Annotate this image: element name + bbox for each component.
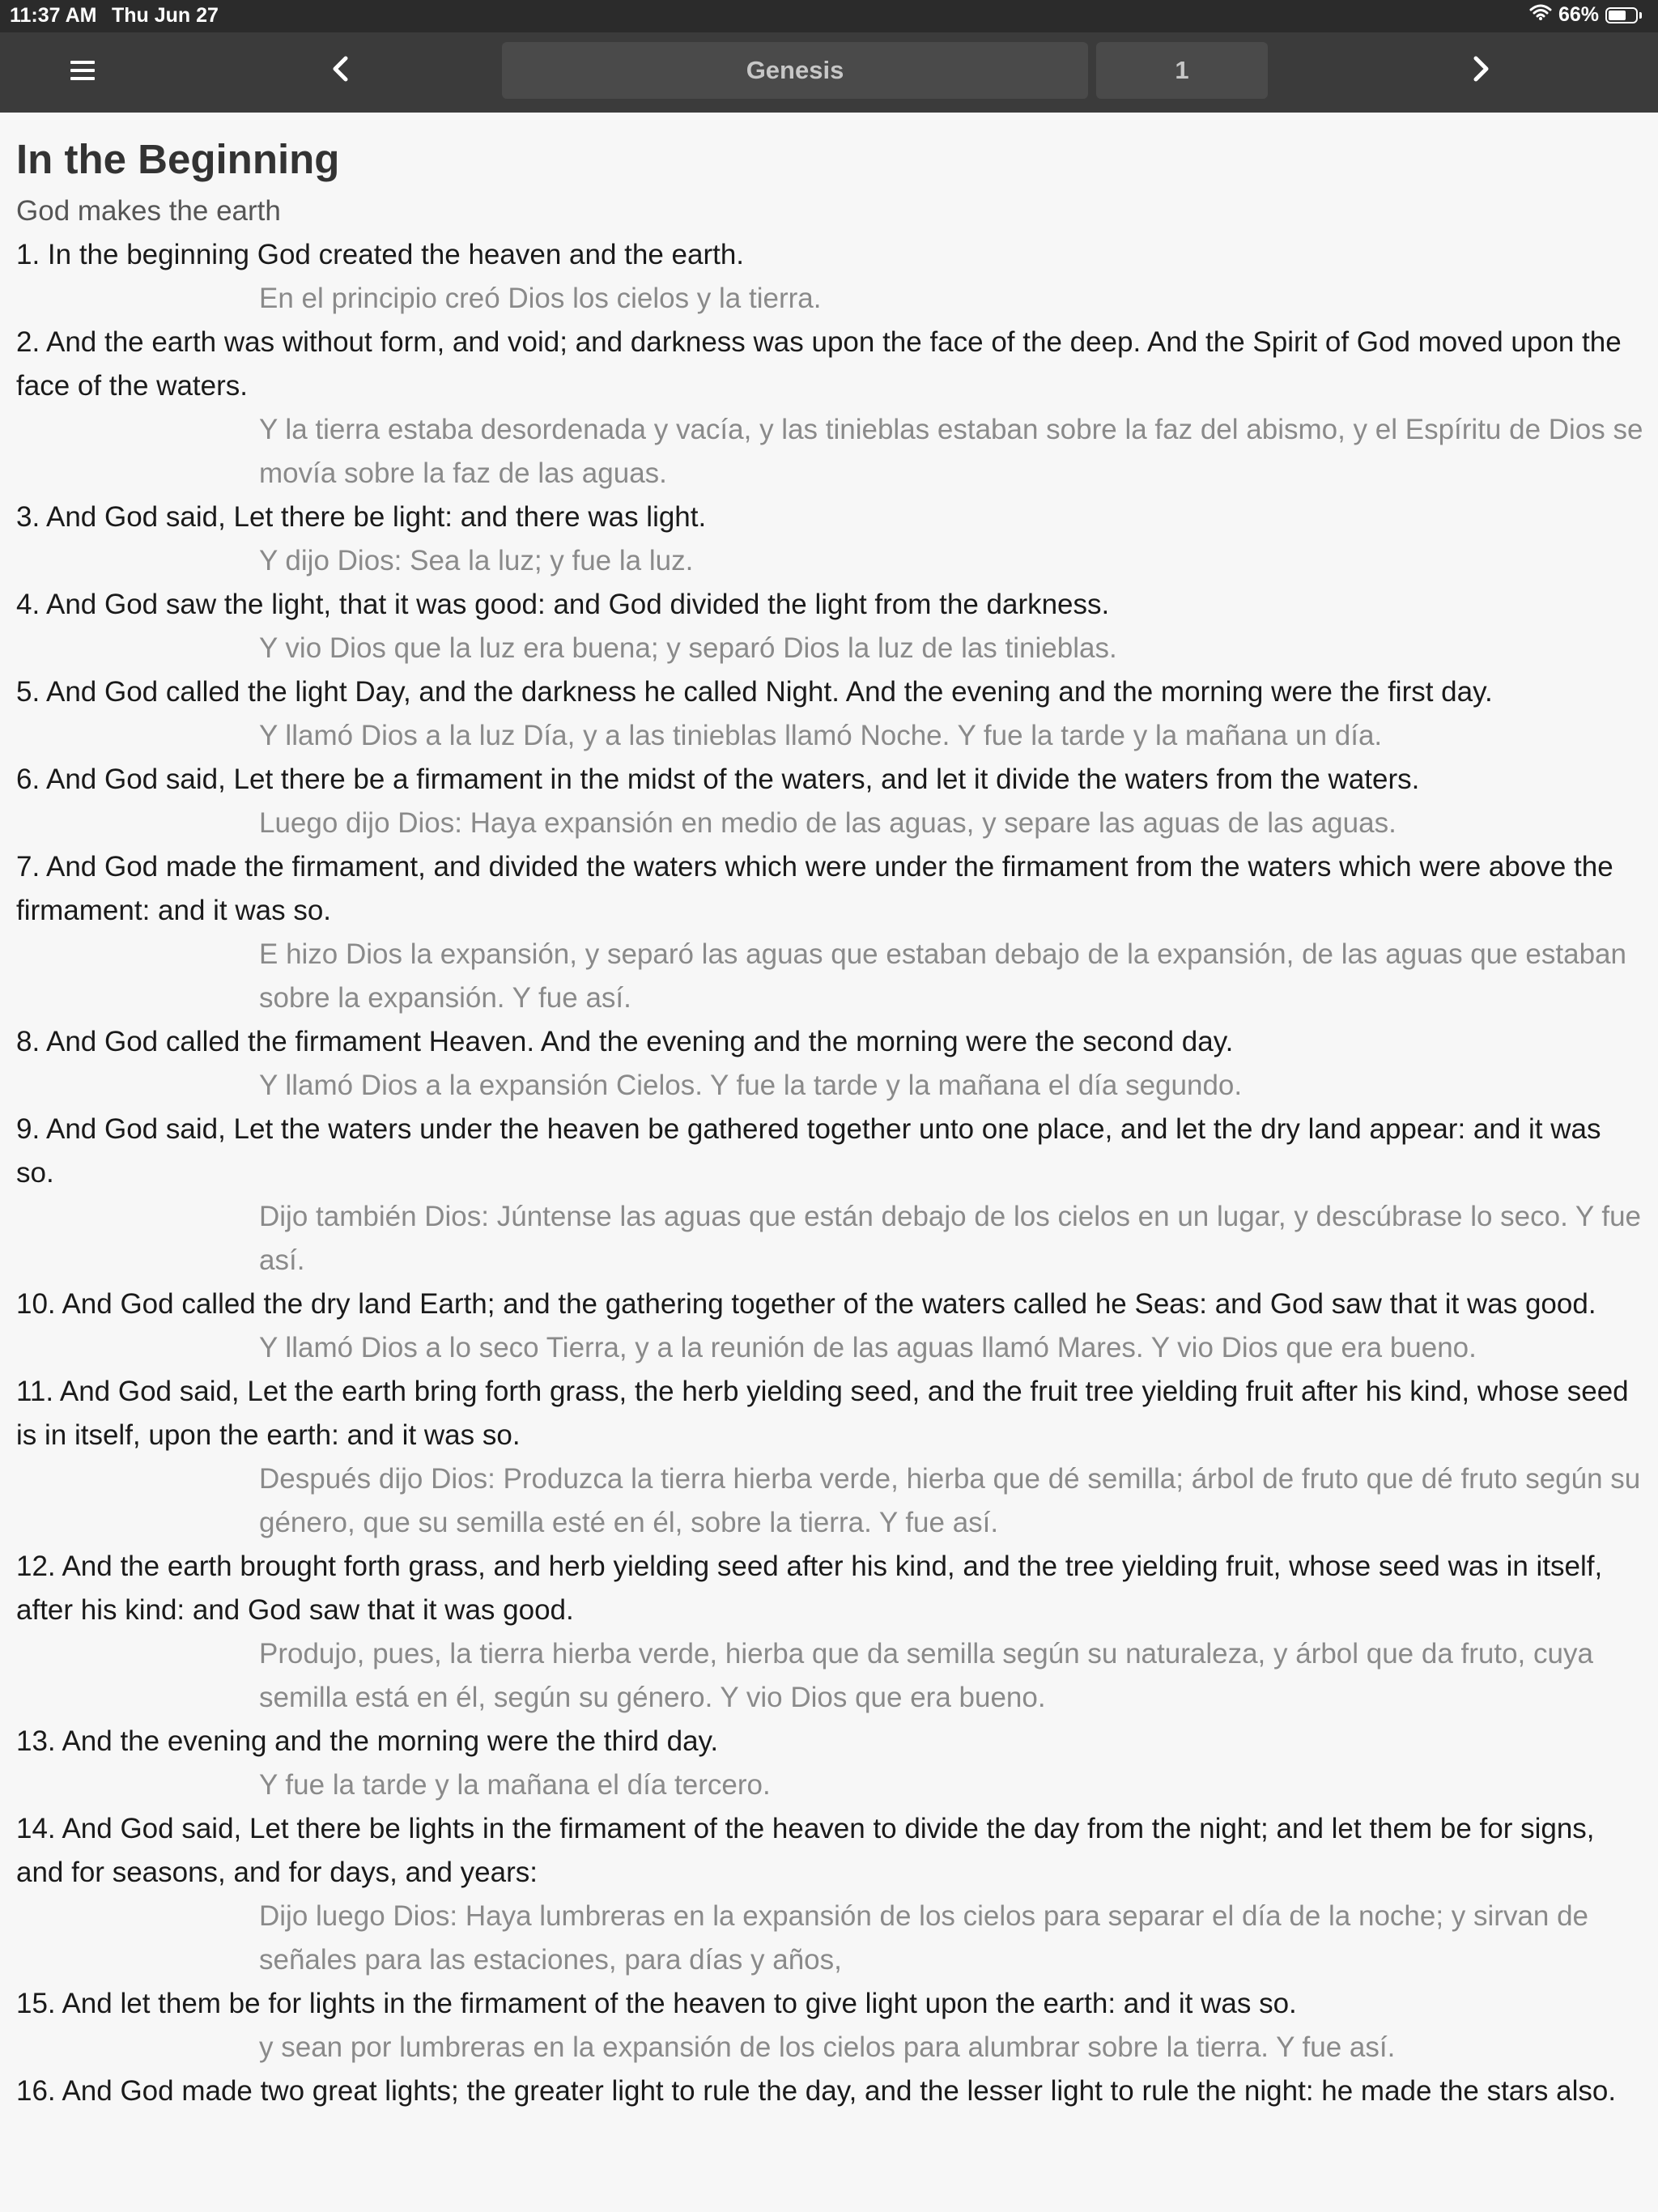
verse-block[interactable] bbox=[16, 758, 1643, 845]
verse-block[interactable] bbox=[16, 1982, 1643, 2069]
chevron-right-icon bbox=[1472, 55, 1491, 87]
hamburger-icon bbox=[70, 60, 95, 85]
next-chapter-button[interactable] bbox=[1457, 49, 1506, 92]
verse-translation: Y la tierra estaba desordenada y vacía, y las tinieblas estaban sobre la faz del abismo, y el Espíritu de Dios se movía sobre la faz de las aguas. bbox=[259, 414, 1643, 489]
verse-text: 14. And God said, Let there be lights in the firmament of the heaven to divide the day from the night; and let them be for signs, and for seasons, and for days, and years: bbox=[16, 1813, 1595, 1888]
verse-block[interactable] bbox=[16, 496, 1643, 583]
verse-block[interactable] bbox=[16, 845, 1643, 1020]
verse-translation: Y llamó Dios a la expansión Cielos. Y fue la tarde y la mañana el día segundo. bbox=[259, 1070, 1243, 1101]
verse-block[interactable] bbox=[16, 1545, 1643, 1720]
verse-translation: Y vio Dios que la luz era buena; y separó Dios la luz de las tinieblas. bbox=[259, 632, 1117, 664]
verse-block[interactable] bbox=[16, 1720, 1643, 1807]
verse-text: 6. And God said, Let there be a firmament in the midst of the waters, and let it divide the waters from the waters. bbox=[16, 764, 1420, 795]
battery-icon bbox=[1605, 7, 1638, 23]
wifi-icon bbox=[1529, 3, 1552, 27]
chapter-subtitle: God makes the earth bbox=[16, 195, 281, 227]
verse-block[interactable] bbox=[16, 1370, 1643, 1545]
verse-text: 9. And God said, Let the waters under the heaven be gathered together unto one place, and let the dry land appear: and it was so. bbox=[16, 1113, 1601, 1189]
verse-translation: y sean por lumbreras en la expansión de los cielos para alumbrar sobre la tierra. Y fue así. bbox=[259, 2031, 1396, 2063]
verse-text: 8. And God called the firmament Heaven. And the evening and the morning were the second day. bbox=[16, 1026, 1234, 1057]
verse-text: 10. And God called the dry land Earth; and the gathering together of the waters called he Seas: and God saw that it was good. bbox=[16, 1288, 1596, 1320]
verse-translation: Y dijo Dios: Sea la luz; y fue la luz. bbox=[259, 545, 694, 576]
verse-list bbox=[16, 233, 1643, 2113]
chapter-selector-button[interactable]: 1 bbox=[1096, 42, 1268, 99]
book-selector-button[interactable]: Genesis bbox=[502, 42, 1088, 99]
verse-text: 7. And God made the firmament, and divided the waters which were under the firmament from the waters which were above the firmament: and it was so. bbox=[16, 851, 1613, 926]
verse-text: 12. And the earth brought forth grass, and herb yielding seed after his kind, and the tree yielding fruit, whose seed was in itself, after his kind: and God saw that it was good. bbox=[16, 1551, 1603, 1626]
verse-block[interactable] bbox=[16, 1807, 1643, 1982]
battery-fill bbox=[1609, 11, 1626, 20]
verse-translation: Y llamó Dios a lo seco Tierra, y a la reunión de las aguas llamó Mares. Y vio Dios que era bueno. bbox=[259, 1332, 1477, 1363]
verse-translation: Y fue la tarde y la mañana el día tercero. bbox=[259, 1769, 771, 1801]
verse-text: 3. And God said, Let there be light: and there was light. bbox=[16, 501, 707, 533]
status-date: Thu Jun 27 bbox=[112, 4, 219, 27]
status-time: 11:37 AM bbox=[10, 4, 97, 27]
verse-translation: En el principio creó Dios los cielos y la tierra. bbox=[259, 283, 822, 314]
verse-translation: Después dijo Dios: Produzca la tierra hierba verde, hierba que dé semilla; árbol de fruto que dé fruto según su género, que su semilla esté en él, sobre la tierra. Y fue así. bbox=[259, 1463, 1641, 1538]
status-indicators bbox=[1529, 3, 1642, 27]
verse-translation: Luego dijo Dios: Haya expansión en medio de las aguas, y separe las aguas de las aguas. bbox=[259, 807, 1397, 839]
verse-text: 1. In the beginning God created the heaven and the earth. bbox=[16, 239, 745, 270]
verse-block[interactable] bbox=[16, 2069, 1643, 2113]
verse-text: 16. And God made two great lights; the greater light to rule the day, and the lesser light to rule the night: he made the stars also. bbox=[16, 2075, 1617, 2107]
menu-button[interactable] bbox=[58, 52, 107, 92]
verse-translation: Dijo luego Dios: Haya lumbreras en la expansión de los cielos para separar el día de la noche; y sirvan de señales para las estaciones, para días y años, bbox=[259, 1900, 1589, 1976]
verse-block[interactable] bbox=[16, 583, 1643, 670]
navigation-bar bbox=[0, 32, 1658, 113]
verse-text: 11. And God said, Let the earth bring forth grass, the herb yielding seed, and the fruit tree yielding fruit after his kind, whose seed is in itself, upon the earth: and it was so. bbox=[16, 1376, 1629, 1451]
verse-block[interactable] bbox=[16, 321, 1643, 496]
verse-block[interactable] bbox=[16, 1020, 1643, 1108]
battery-percent: 66% bbox=[1558, 3, 1599, 26]
verse-translation: Dijo también Dios: Júntense las aguas que están debajo de los cielos en un lugar, y descúbrase lo seco. Y fue así. bbox=[259, 1201, 1642, 1276]
status-bar bbox=[0, 0, 1658, 32]
verse-translation: Produjo, pues, la tierra hierba verde, hierba que da semilla según su naturaleza, y árbol que da fruto, cuya semilla está en él, según su género. Y vio Dios que era bueno. bbox=[259, 1638, 1593, 1713]
verse-translation: E hizo Dios la expansión, y separó las aguas que estaban debajo de la expansión, de las aguas que estaban sobre la expansión. Y fue así. bbox=[259, 938, 1626, 1014]
verse-block[interactable] bbox=[16, 1108, 1643, 1283]
verse-text: 5. And God called the light Day, and the darkness he called Night. And the evening and the morning were the first day. bbox=[16, 676, 1493, 708]
verse-translation: Y llamó Dios a la luz Día, y a las tinieblas llamó Noche. Y fue la tarde y la mañana un día. bbox=[259, 720, 1383, 751]
chapter-content bbox=[16, 130, 1643, 2113]
verse-text: 13. And the evening and the morning were the third day. bbox=[16, 1725, 719, 1757]
verse-block[interactable] bbox=[16, 233, 1643, 321]
verse-text: 4. And God saw the light, that it was good: and God divided the light from the darkness. bbox=[16, 589, 1110, 620]
verse-text: 2. And the earth was without form, and void; and darkness was upon the face of the deep. And the Spirit of God moved upon the face of the waters. bbox=[16, 326, 1622, 402]
verse-block[interactable] bbox=[16, 1283, 1643, 1370]
battery-tip bbox=[1639, 12, 1642, 19]
previous-chapter-button[interactable] bbox=[316, 49, 364, 92]
verse-block[interactable] bbox=[16, 670, 1643, 758]
chapter-title: In the Beginning bbox=[16, 136, 340, 182]
verse-text: 15. And let them be for lights in the firmament of the heaven to give light upon the earth: and it was so. bbox=[16, 1988, 1297, 2019]
chevron-left-icon bbox=[330, 55, 350, 87]
